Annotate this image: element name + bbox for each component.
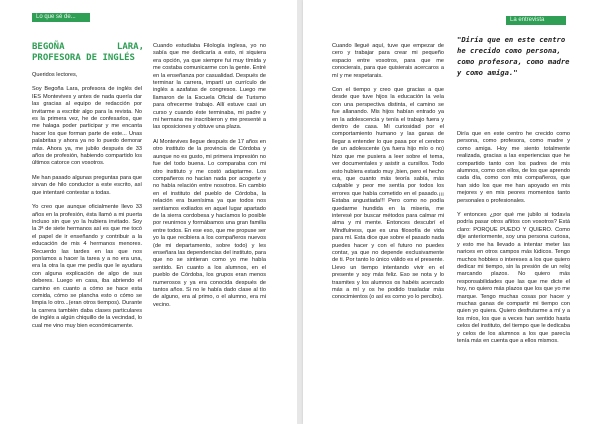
paragraph: Cuando estudiaba Filología inglesa, yo no sabía que me dedicaría a esto, ni siquiera era opción, ya que siempre fui muy tímida y me costaba comunicarme con la gente. Entré en la enseñanza por casualidad. Después de terminar la carrera, impartí un currículo de inglés a azafatas de congresos. Luego me llamaron de la Escuela Oficial de Turismo para ofrecerme trabajo. Allí estuve casi un curso y cuando éste terminaba, mi padre y mi hermana me inscribieron y me presenté a las oposiciones y obtuve una plaza. — [153, 43, 266, 131]
paragraph: Me han pasado algunas preguntas para que sirvan de hilo conductor a este escrito, así que intentaré contestar a todas. — [32, 174, 142, 196]
section-tag-left: Lo que sé de... — [32, 13, 90, 22]
paragraph: Al Montevives llegue después de 17 años en otro instituto de la provincia de Córdoba y aunque no es gusto, mi primera impresión no fue del todo buena. Lo comparaba con mi otro instituto y me costó adaptarme. Los compañeros no hacían nada por acogerte y no había relación entre nosotros. En cambio en el instituto del pueblo de Córdoba, la relación era buenísima ya que todos nos sentíamos exiliados en aquel lugar apartado de la sierra cordobesa y hacíamos lo posible por reunirnos y formábamos una gran familia entre todos. En ese eso, que me propuse ser yo la que recibiera a los compañeros nuevos (de mi departamento, sobre todo) y les enseñara las dependencias del instituto, para que no se sintieran como yo me había sentido. En cuanto a los alumnos, en el pueblo de Córdoba, los grupos eran menos numerosos y ya era conocida después de tantos años. Si no le había dado clase al tío de alguno, era al primo, o el alumno, era mi vecino. — [153, 138, 266, 308]
salutation: Queridos lectores, — [32, 72, 78, 78]
column-1 — [32, 72, 142, 337]
pull-quote: "Diría que en este centro he crecido como persona, como profesora, como madre y como amiga." — [457, 35, 570, 77]
column-2 — [153, 43, 266, 316]
paragraph: Yo creo que aunque oficialmente llevo 33 años en la profesión, ésta llamó a mi puerta incluso sin que yo la hubiera invitado. Soy la 3ª de siete hermanos así es que me tocó el papel de ir enseñando y contribuir a la educación de mis 4 hermanos menores. Recuerdo las tardes en las que nos poníamos a hacer la tarea y a no era una, era la otra la que me pedía que le ayudara con alguna explicación de algo de sus deberes. Luego en casa, iba abriendo el camino en cuanto a cómo se hace esta comida, cómo se plancha esto o cómo se limpia lo otro...(eran otros tiempos). Durante la carrera también daba clases particulares de inglés a algún chiquillo de la vecindad, lo cual me vino muy bien económicamente. — [32, 204, 142, 329]
paragraph: Con el tiempo y creo que gracias a que desde que tuve hijos la educación la veía con una perspectiva distinta, el camino se fue allanando. Mis hijos habían entrado ya en la adolescencia y tenía el trabajo fuera y dentro de casa. Mi curiosidad por el comportamiento humano y las ganas de llegar a entender lo que pasa por el cerebro de un adolescente (ya fuera hijo mío o no) hizo que me pusiera a leer sobre el tema, ver documentales y asistir a cursillos. Todo esto hubiera estado muy ,bien, pero el hecho era, que cuanto más teoría sabía, más culpable y peor me sentía por todos los errores que había cometido en el pasado.¡¡¡ Estaba angustiada!!! Pero como no podía quedarme hundida en la miseria, me interesé por buscar métodos para calmar mi alma y mi mente. Entonces descubrí el Mindfulness, que es una filosofía de vida para mí. Esta dice que sobre el pasado nada puedes hacer y con el futuro no puedes contar, ya que no depende exclusivamente de ti. Por tanto lo único válido es el presente. Llevo un tiempo intentando vivir en el presente y soy más feliz. Eso se nota y lo trasmites y los alumnos os habéis acercado más a mí y os he podido trasladar más conocimientos (o así es como yo lo percibo). — [332, 87, 444, 301]
column-4 — [457, 131, 570, 352]
paragraph: Y entonces ¿por qué me jubilo si todavía podría pasar otros añitos con vosotros? Está claro: PORQUE PUEDO Y QUIERO. Como dije anteriormente, soy una persona curiosa, y esto me ha llevado a intentar meter las narices en otros campos más lúdicos. Tengo muchos hobbies o intereses a los que quiero dedicar mi tiempo, sin la presión de un reloj marcando plazos. No quiero más responsabilidades que las que me dicte el hoy, no quiero más plazos que los que yo me marque. Tengo muchas cosas por hacer y muchas ganas de compartir mi tiempo con quien yo quiera. Quiero desfrutarme a mí y a los míos, los que a veces han sentido hasta celos del instituto, del tiempo que le dedicaba y celos de los alumnos a los que parecía tenía más en cuenta que a ellos mismos. — [457, 212, 570, 344]
paragraph: Diría que en este centro he crecido como persona, como profesora, como madre y como amiga. Hoy me siento totalmente realizada, gracias a las experiencias que he compartido tanto con los padres de mis alumnos, como con ellos, de los que aprendo cada día, como con mis compañeros, que han sido los que me han apoyado en mis mejores y en mis peores momentos tanto personales o profesionales. — [457, 131, 570, 204]
paragraph: Cuando llegué aquí, tuve que empezar de cero y trabajar para crear mi pequeño espacio entre vosotros, para que me conocierais, para que quisierais acercaros a mí y me respetarais. — [332, 43, 444, 79]
column-3 — [332, 43, 444, 309]
section-tag-right: La entrevista — [506, 16, 566, 25]
paragraph: Soy Begoña Lara, profesora de inglés del IES Montevives y antes de nada quería dar las gracias al equipo de redacción por invitarme a escribir algo para la revista. No es la primera vez, he de confesarlos, que me halaga poder participar y me encanta hacer los que forman parte de este... Unas palabritas y ahora ya no lo puedo demorar más. Ahora ya, me jubilo después de 33 años de profesión, habiendo compartido los últimos catorce con vosotros. — [32, 86, 142, 167]
article-title: BEGOÑA LARA, PROFESORA DE INGLÉS — [32, 42, 144, 63]
